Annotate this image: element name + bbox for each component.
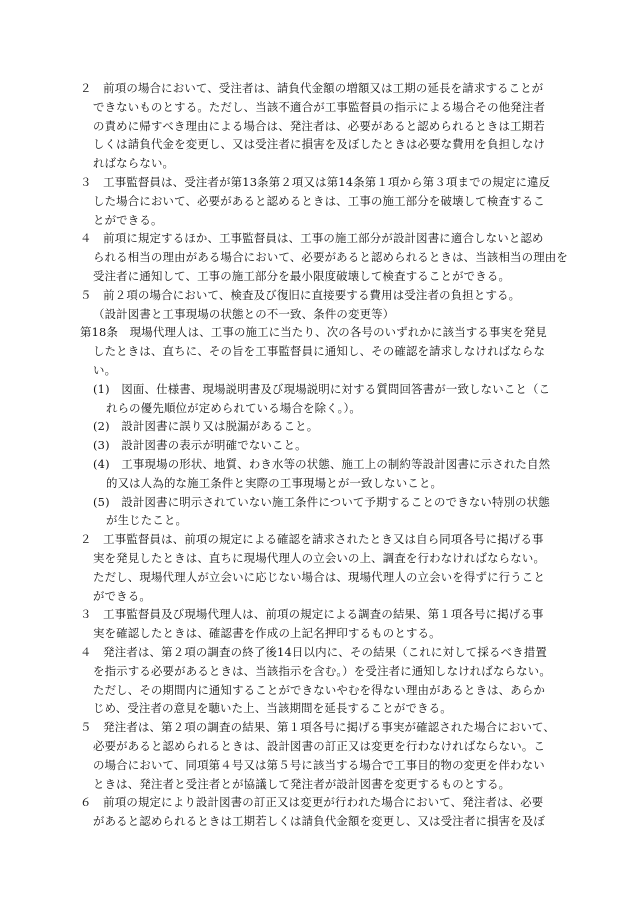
text-line: （設計図書と工事現場の状態との不一致、条件の変更等） — [93, 306, 395, 321]
text-line: の責めに帰すべき理由による場合は、発注者は、必要があると認められるときは工期若 — [93, 118, 545, 133]
text-line: ができる。 — [93, 588, 151, 603]
text-line: ときは、発注者と受注者とが協議して発注者が設計図書を変更するものとする。 — [93, 776, 511, 791]
text-line: ただし、その期間内に通知することができないやむを得ない理由があるときは、あらか — [93, 682, 546, 697]
text-line: ４ 発注者は、第２項の調査の終了後14日以内に、その結果（これに対して採るべき措置 — [80, 645, 547, 659]
text-line: ればならない。 — [93, 156, 175, 171]
text-line: ５ 前２項の場合において、検査及び復旧に直接要する費用は受注者の負担とする。 — [80, 287, 521, 302]
text-line: ４ 前項に規定するほか、工事監督員は、工事の施工部分が設計図書に適合しないと認め — [80, 231, 544, 246]
text-line: れらの優先順位が定められている場合を除く。）。 — [106, 400, 361, 415]
text-line: ５ 発注者は、第２項の調査の結果、第１項各号に掲げる事実が確認された場合において、 — [80, 720, 555, 735]
text-line: ３ 工事監督員及び現場代理人は、前項の規定による調査の結果、第１項各号に掲げる事 — [80, 607, 544, 622]
text-line: ２ 工事監督員は、前項の規定による確認を請求されたとき又は自ら同項各号に掲げる事 — [80, 532, 544, 547]
text-line: ６ 前項の規定により設計図書の訂正又は変更が行われた場合において、発注者は、必要 — [80, 795, 544, 810]
text-line: を指示する必要があるときは、当該指示を含む。）を受注者に通知しなければならない。 — [93, 663, 551, 678]
text-line: (2) 設計図書に誤り又は脱漏があること。 — [93, 419, 319, 434]
text-line: が生じたこと。 — [106, 513, 188, 528]
text-line: できないものとする。ただし、当該不適合が工事監督員の指示による場合その他発注者 — [93, 99, 546, 114]
text-line: られる相当の理由がある場合において、必要があると認められるときは、当該相当の理由を — [93, 250, 568, 265]
text-line: (4) 工事現場の形状、地質、わき水等の状態、施工上の制約等設計図書に示された自然 — [93, 457, 551, 471]
text-line: ３ 工事監督員は、受注者が第13条第２項又は第14条第１項から第３項までの規定に違反 — [80, 175, 551, 189]
text-line: 必要があると認められるときは、設計図書の訂正又は変更を行わなければならない。こ — [93, 739, 546, 753]
text-line: したときは、直ちに、その旨を工事監督員に通知し、その確認を請求しなければならな — [93, 344, 546, 359]
text-line: い。 — [93, 363, 117, 377]
text-line: ２ 前項の場合において、受注者は、請負代金額の増額又は工期の延長を請求することが — [80, 81, 544, 95]
text-line: 受注者に通知して、工事の施工部分を最小限度破壊して検査することができる。 — [93, 269, 511, 283]
text-line: した場合において、必要があると認めるときは、工事の施工部分を破壊して検査するこ — [93, 193, 545, 208]
text-line: 実を発見したときは、直ちに現場代理人の立会いの上、調査を行わなければならない。 — [93, 551, 546, 565]
text-line: とができる。 — [93, 212, 163, 227]
text-line: 第18条 現場代理人は、工事の施工に当たり、次の各号のいずれかに該当する事実を発見 — [80, 325, 547, 340]
text-line: 的又は人為的な施工条件と実際の工事現場とが一致しないこと。 — [106, 475, 443, 490]
text-line: ただし、現場代理人が立会いに応じない場合は、現場代理人の立会いを得ずに行うこと — [93, 569, 546, 584]
text-line: 実を確認したときは、確認書を作成の上記名押印するものとする。 — [93, 626, 441, 641]
text-line: があると認められるときは工期若しくは請負代金額を変更し、又は受注者に損害を及ぼ — [93, 814, 546, 829]
text-line: (1) 図面、仕様書、現場説明書及び現場説明に対する質問回答書が一致しないこと（こ — [93, 381, 551, 396]
text-line: しくは請負代金を変更し、又は受注者に損害を及ぼしたときは必要な費用を負担しなけ — [93, 137, 546, 152]
text-line: (3) 設計図書の表示が明確でないこと。 — [93, 438, 307, 453]
text-line: じめ、受注者の意見を聴いた上、当該期間を延長することができる。 — [93, 701, 452, 716]
text-line: (5) 設計図書に明示されていない施工条件について予期することのできない特別の状態 — [93, 494, 550, 509]
text-line: の場合において、同項第４号又は第５号に該当する場合で工事目的物の変更を伴わない — [93, 757, 545, 772]
